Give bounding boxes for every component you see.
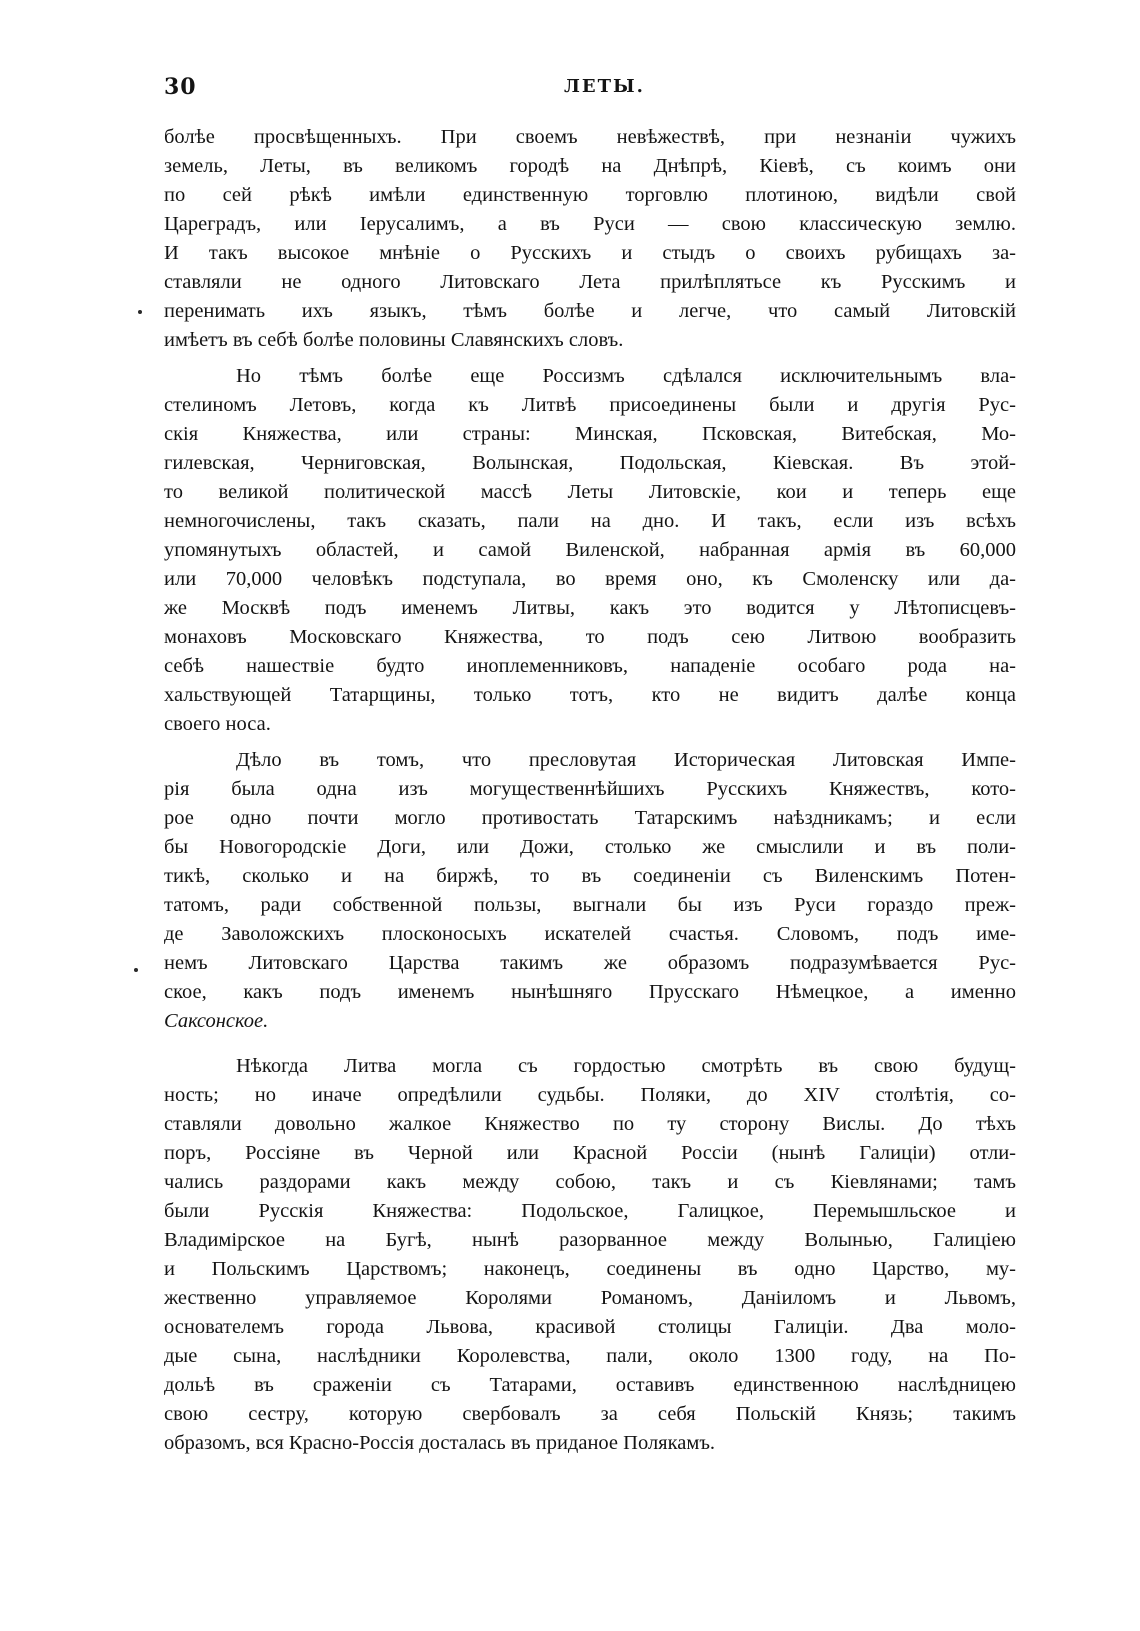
text-line: же Москвѣ подъ именемъ Литвы, какъ это водится у Лѣтописцевъ- [164,597,1016,619]
text-line: земель, Леты, въ великомъ городѣ на Днѣпрѣ, Кіевѣ, съ коимъ они [164,155,1016,177]
text-line: имѣетъ въ себѣ болѣе половины Славянскихъ словъ. [164,329,624,351]
text-line: немъ Литовскаго Царства такимъ же образомъ подразумѣвается Рус- [164,952,1016,974]
text-line: себѣ нашествіе будто иноплеменниковъ, нападеніе особаго рода на- [164,655,1016,677]
text-line: хальствующей Татарщины, только тотъ, кто не видитъ далѣе конца [164,684,1016,706]
text-line: перенимать ихъ языкъ, тѣмъ болѣе и легче, что самый Литовскій [164,300,1016,322]
text-line: ставляли довольно жалкое Княжество по ту сторону Вислы. До тѣхъ [164,1113,1016,1135]
text-line: и Польскимъ Царствомъ; наконецъ, соединены въ одно Царство, му- [164,1258,1016,1280]
text-line: монаховъ Московскаго Княжества, то подъ сею Литвою вообразить [164,626,1016,648]
text-line: своего носа. [164,713,271,735]
text-line: свою сестру, которую свербовалъ за себя Польскій Князь; такимъ [164,1403,1016,1425]
print-speck [134,968,138,972]
running-title: ЛЕТЫ. [564,76,645,97]
text-line: рія была одна изъ могущественнѣйшихъ Русскихъ Княжествъ, кото- [164,778,1016,800]
text-line: поръ, Россіяне въ Черной или Красной Россіи (нынѣ Галиціи) отли- [164,1142,1016,1164]
text-line: дые сына, наслѣдники Королевства, пали, около 1300 году, на По- [164,1345,1016,1367]
text-line: ставляли не одного Литовскаго Лета прилѣплятьсе къ Русскимъ и [164,271,1016,293]
text-line: были Русскія Княжества: Подольское, Галицкое, Перемышльское и [164,1200,1016,1222]
print-speck [138,310,142,314]
page-header [164,74,1016,108]
text-line: гилевская, Черниговская, Волынская, Подольская, Кіевская. Въ этой- [164,452,1016,474]
text-line: то великой политической массѣ Леты Литовскіе, кои и теперь еще [164,481,1016,503]
text-line: немногочислены, такъ сказать, пали на дно. И такъ, если изъ всѣхъ [164,510,1016,532]
text-line: чались раздорами какъ между собою, такъ и съ Кіевлянами; тамъ [164,1171,1016,1193]
text-line: Нѣкогда Литва могла съ гордостью смотрѣть въ свою будущ- [236,1055,1016,1077]
text-line: бы Новогородскіе Доги, или Дожи, столько же смыслили и въ поли- [164,836,1016,858]
text-line: стелиномъ Летовъ, когда къ Литвѣ присоединены были и другія Рус- [164,394,1016,416]
text-line: И такъ высокое мнѣніе о Русскихъ и стыдъ о своихъ рубищахъ за- [164,242,1016,264]
text-line: дольѣ въ сраженіи съ Татарами, оставивъ единственною наслѣдницею [164,1374,1016,1396]
text-line: татомъ, ради собственной пользы, выгнали бы изъ Руси гораздо преж- [164,894,1016,916]
text-line: или 70,000 человѣкъ подступала, во время оно, къ Смоленску или да- [164,568,1016,590]
text-line: жественно управляемое Королями Романомъ, Даніиломъ и Львомъ, [164,1287,1016,1309]
text-line: Владимірское на Бугѣ, нынѣ разорванное между Волынью, Галиціею [164,1229,1016,1251]
text-line: скія Княжества, или страны: Минская, Псковская, Витебская, Мо- [164,423,1016,445]
text-line: Дѣло въ томъ, что пресловутая Историческая Литовская Импе- [236,749,1016,771]
text-line: Но тѣмъ болѣе еще Россизмъ сдѣлался исключительнымъ вла- [236,365,1016,387]
text-line: ность; но иначе опредѣлили судьбы. Поляки, до XIV столѣтія, со- [164,1084,1016,1106]
text-line: упомянутыхъ областей, и самой Виленской, набранная армія въ 60,000 [164,539,1016,561]
text-line: ское, какъ подъ именемъ нынѣшняго Прусскаго Нѣмецкое, а именно [164,981,1016,1003]
text-line: образомъ, вся Красно-Россія досталась въ приданое Полякамъ. [164,1432,716,1454]
text-line: основателемъ города Львова, красивой столицы Галиціи. Два моло- [164,1316,1016,1338]
text-line: болѣе просвѣщенныхъ. При своемъ невѣжествѣ, при незнаніи чужихъ [164,126,1016,148]
text-line: Цареградъ, или Іерусалимъ, а въ Руси — свою классическую землю. [164,213,1016,235]
text-line: де Заволожскихъ плосконосыхъ искателей счастья. Словомъ, подъ име- [164,923,1016,945]
page-number: 30 [164,74,197,100]
text-line: тикѣ, сколько и на биржѣ, то въ соединеніи съ Виленскимъ Потен- [164,865,1016,887]
text-line: по сей рѣкѣ имѣли единственную торговлю плотиною, видѣли свой [164,184,1016,206]
text-line: Саксонское. [164,1010,269,1032]
text-line: рое одно почти могло противостать Татарскимъ наѣздникамъ; и если [164,807,1016,829]
